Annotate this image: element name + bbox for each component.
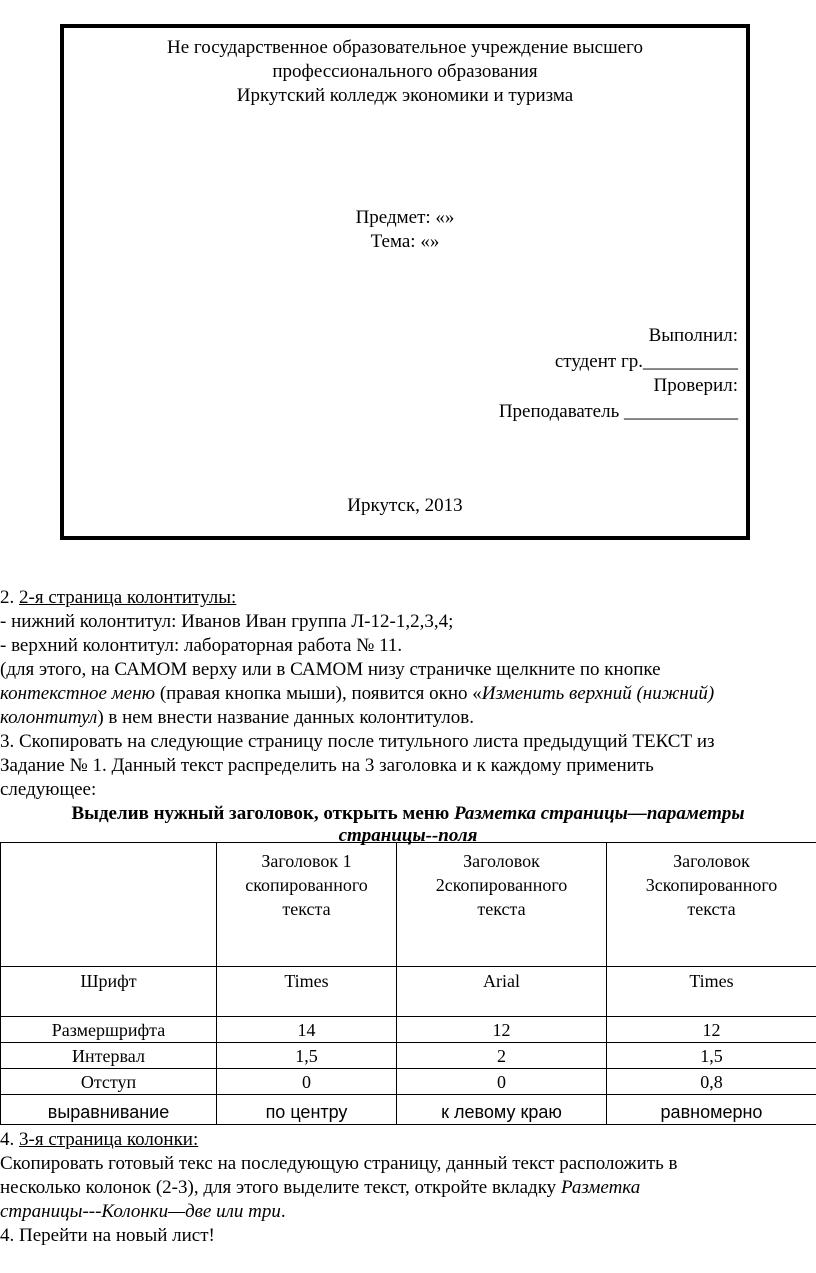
section2-line4-text: (правая кнопка мыши), появится окно « bbox=[155, 683, 482, 704]
teacher-line: Преподаватель ____________ bbox=[498, 401, 738, 422]
institution-line-1: Не государственное образовательное учреждение высшего bbox=[167, 37, 643, 58]
section4-line3-end: . bbox=[280, 1201, 286, 1222]
section3-line-2: Задание № 1. Данный текст распределить на 3 заголовка и к каждому применить bbox=[0, 755, 654, 776]
section4-line-1: Скопировать готовый текс на последующую страницу, данный текст расположить в bbox=[0, 1153, 678, 1174]
section4-line-3 bbox=[0, 1200, 286, 1224]
section2-line5-text: ) в нем внести название данных колонтитулов. bbox=[97, 707, 474, 728]
formatting-parameters-table bbox=[0, 842, 816, 1125]
table-cell: равномерно bbox=[607, 1095, 816, 1125]
section3-bold-line-2: страницы--поля bbox=[338, 825, 478, 846]
table-row bbox=[1, 967, 816, 1017]
section3-bold-line-1 bbox=[0, 802, 816, 826]
table-header-cell-2 bbox=[397, 843, 607, 967]
table-cell: 0 bbox=[397, 1069, 607, 1095]
section4-line-2 bbox=[0, 1176, 640, 1200]
table-row bbox=[1, 1017, 816, 1043]
table-cell: к левому краю bbox=[397, 1095, 607, 1125]
table-cell: по центру bbox=[217, 1095, 397, 1125]
section4-heading-line bbox=[0, 1128, 198, 1152]
header-1-line-2: скопированного bbox=[245, 875, 368, 895]
table-cell: Times bbox=[217, 967, 397, 1017]
table-cell: Arial bbox=[397, 967, 607, 1017]
table-cell-label: Размершрифта bbox=[1, 1017, 217, 1043]
city-year: Иркутск, 2013 bbox=[347, 495, 463, 516]
header-instruction: - верхний колонтитул: лабораторная работа № 11. bbox=[0, 635, 403, 656]
section2-heading-line bbox=[0, 586, 236, 610]
section4-line-4: 4. Перейти на новый лист! bbox=[0, 1225, 215, 1246]
header-2-line-3: текста bbox=[477, 899, 526, 919]
table-cell: 12 bbox=[397, 1017, 607, 1043]
footer-term: колонтитул bbox=[0, 707, 98, 728]
table-row bbox=[1, 1095, 816, 1125]
header-3-line-2: 3скопированного bbox=[645, 875, 778, 895]
table-cell-label: Интервал bbox=[1, 1043, 217, 1069]
section3-line-1: 3. Скопировать на следующие страницу после титульного листа предыдущий ТЕКСТ из bbox=[0, 731, 715, 752]
section4-number: 4. bbox=[0, 1129, 19, 1150]
table-cell: 1,5 bbox=[217, 1043, 397, 1069]
table-cell: 1,5 bbox=[607, 1043, 816, 1069]
checked-by-label: Проверил: bbox=[653, 375, 738, 396]
student-group-line: студент гр.__________ bbox=[554, 351, 738, 372]
section4-heading: 3-я страница колонки: bbox=[19, 1129, 199, 1150]
table-cell: Times bbox=[607, 967, 816, 1017]
table-header-cell-3 bbox=[607, 843, 816, 967]
header-3-line-3: текста bbox=[687, 899, 736, 919]
table-header-row bbox=[1, 843, 816, 967]
columns-path-term: страницы---Колонки—две или три bbox=[0, 1201, 281, 1222]
header-2-line-1: Заголовок bbox=[463, 851, 540, 871]
section2-text-line-3: (для этого, на САМОМ верху или в САМОМ низу страничке щелкните по кнопке bbox=[0, 659, 661, 680]
section2-text-line-4 bbox=[0, 682, 714, 706]
topic-line: Тема: «» bbox=[370, 231, 440, 252]
section4-line2-text: несколько колонок (2-3), для этого выделите текст, откройте вкладку bbox=[0, 1177, 561, 1198]
subject-line: Предмет: «» bbox=[355, 207, 455, 228]
institution-line-2: профессионального образования bbox=[272, 61, 538, 82]
header-1-line-3: текста bbox=[282, 899, 331, 919]
context-menu-term: контекстное меню bbox=[0, 683, 156, 704]
header-2-line-2: 2скопированного bbox=[435, 875, 568, 895]
completed-by-label: Выполнил: bbox=[648, 325, 738, 346]
title-page-frame bbox=[60, 24, 750, 540]
menu-path-text: Разметка страницы—параметры bbox=[454, 803, 745, 824]
section3-line-3: следующее: bbox=[0, 779, 97, 800]
header-1-line-1: Заголовок 1 bbox=[261, 851, 352, 871]
table-cell: 0 bbox=[217, 1069, 397, 1095]
table-cell: 2 bbox=[397, 1043, 607, 1069]
layout-tab-term: Разметка bbox=[560, 1177, 641, 1198]
table-cell-label: Шрифт bbox=[1, 967, 217, 1017]
table-row bbox=[1, 1069, 816, 1095]
table-header-cell-empty bbox=[1, 843, 217, 967]
table-header-cell-1 bbox=[217, 843, 397, 967]
table-cell: 12 bbox=[607, 1017, 816, 1043]
footer-instruction: - нижний колонтитул: Иванов Иван группа Л-12-1,2,3,4; bbox=[0, 611, 454, 632]
section2-number: 2. bbox=[0, 587, 19, 608]
table-cell-label: Отступ bbox=[1, 1069, 217, 1095]
college-name: Иркутский колледж экономики и туризма bbox=[236, 85, 574, 106]
edit-header-term: Изменить верхний (нижний) bbox=[481, 683, 715, 704]
table-cell-label: выравнивание bbox=[1, 1095, 217, 1125]
header-3-line-1: Заголовок bbox=[673, 851, 750, 871]
bold-instruction-text: Выделив нужный заголовок, открыть меню bbox=[71, 803, 455, 824]
table-cell: 0,8 bbox=[607, 1069, 816, 1095]
table-row bbox=[1, 1043, 816, 1069]
section2-heading: 2-я страница колонтитулы: bbox=[19, 587, 237, 608]
section2-text-line-5 bbox=[0, 706, 474, 730]
table-cell: 14 bbox=[217, 1017, 397, 1043]
